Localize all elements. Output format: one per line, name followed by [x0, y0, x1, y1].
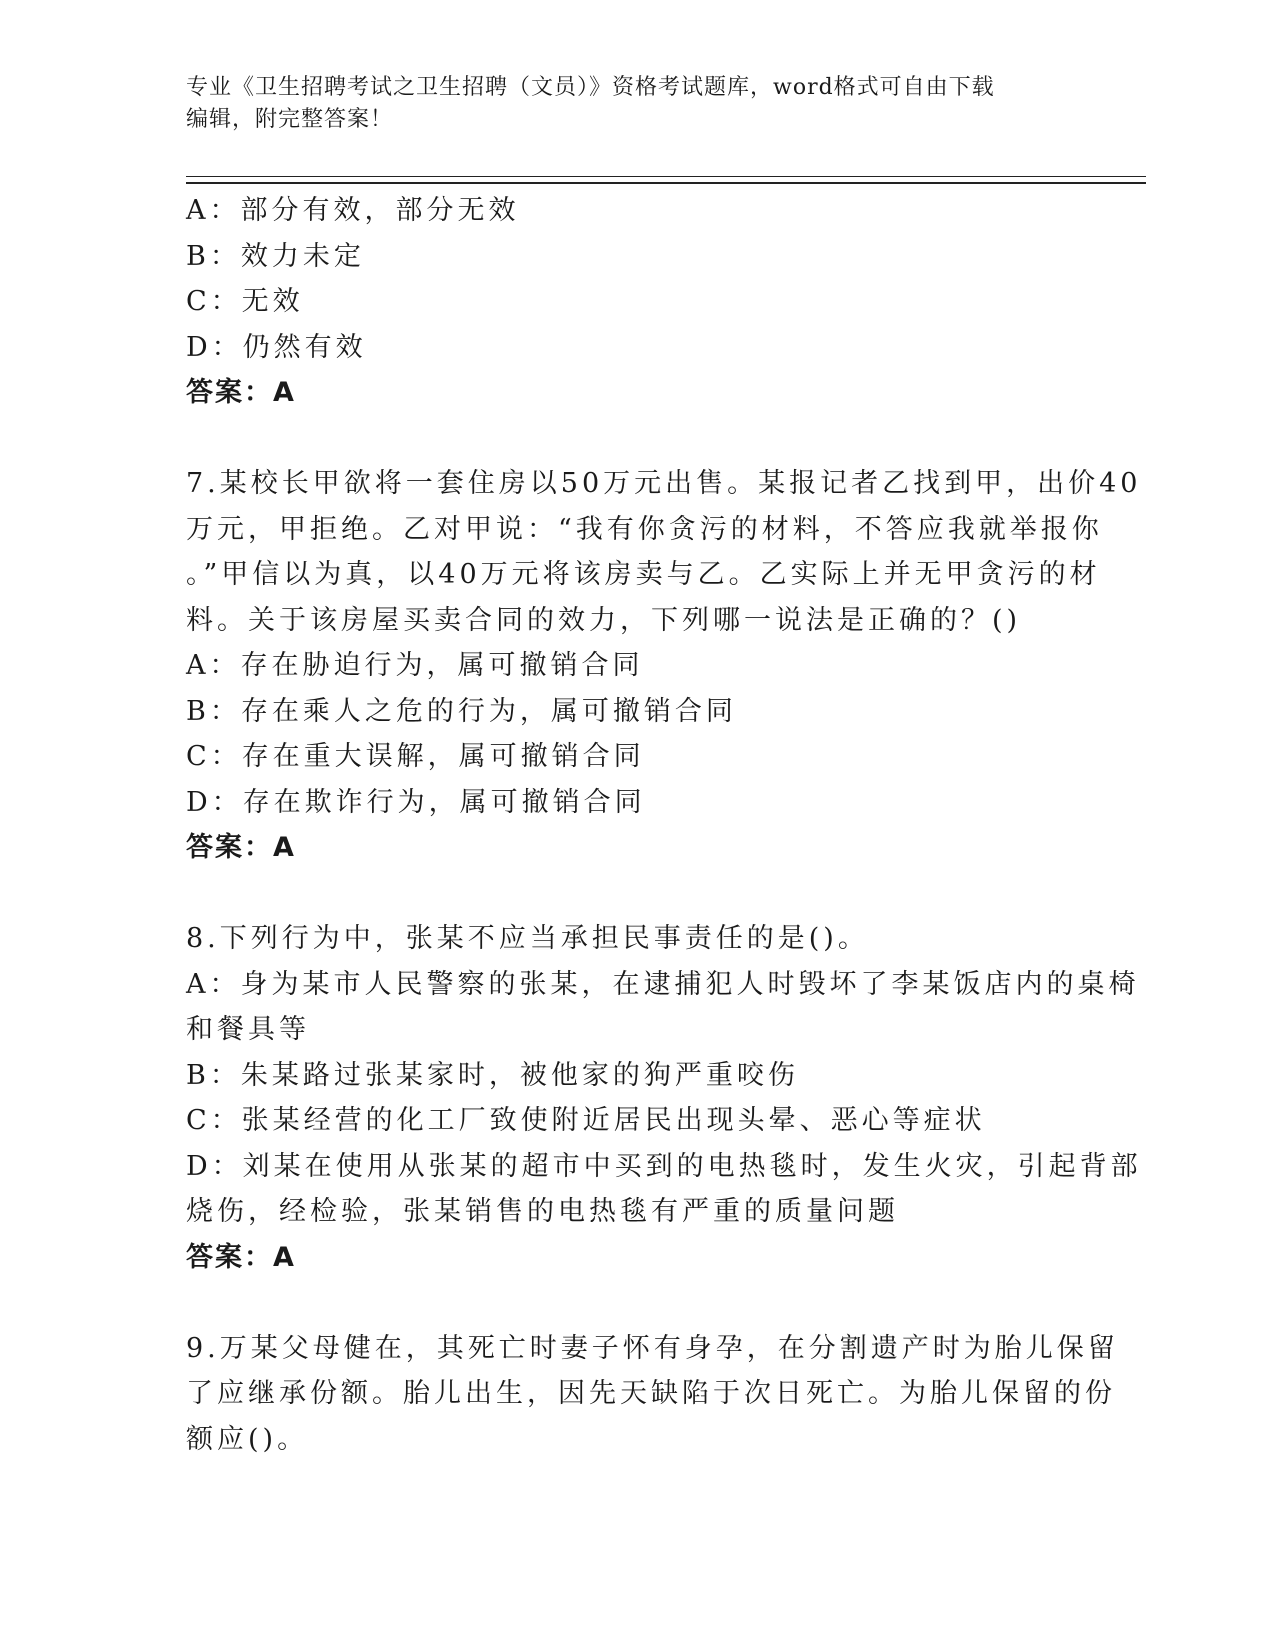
option-a-continued: 和餐具等	[186, 1014, 310, 1045]
option-d-continued: 烧伤，经检验，张某销售的电热毯有严重的质量问题	[186, 1196, 899, 1227]
question-9	[186, 1326, 1119, 1463]
option-d: D：存在欺诈行为，属可撤销合同	[186, 786, 646, 818]
option-d: D：仍然有效	[186, 331, 367, 363]
question-text-line: 料。关于该房屋买卖合同的效力，下列哪一说法是正确的？()	[186, 604, 1022, 636]
option-a: A：存在胁迫行为，属可撤销合同	[186, 650, 644, 681]
question-text-line: 7.某校长甲欲将一套住房以50万元出售。某报记者乙找到甲，出价40	[186, 468, 1142, 499]
question-8	[186, 916, 1142, 1280]
spacer	[186, 1280, 1086, 1326]
question-text-line: 万元，甲拒绝。乙对甲说：“我有你贪污的材料，不答应我就举报你	[186, 513, 1103, 545]
header-line-2: 编辑，附完整答案！	[186, 107, 394, 132]
question-text-line: 。”甲信以为真，以40万元将该房卖与乙。乙实际上并无甲贪污的材	[186, 559, 1101, 590]
question-text-line: 了应继承份额。胎儿出生，因先天缺陷于次日死亡。为胎儿保留的份	[186, 1378, 1116, 1409]
option-a: A：身为某市人民警察的张某，在逮捕犯人时毁坏了李某饭店内的桌椅	[186, 968, 1140, 1000]
question-7	[186, 461, 1142, 871]
option-c: C：无效	[186, 286, 304, 317]
option-c: C：张某经营的化工厂致使附近居民出现头晕、恶心等症状	[186, 1105, 986, 1136]
option-b: B：效力未定	[186, 240, 365, 272]
page-header	[186, 72, 1086, 136]
option-b: B：朱某路过张某家时，被他家的狗严重咬伤	[186, 1059, 799, 1091]
spacer	[186, 871, 1086, 917]
header-divider	[186, 176, 1146, 184]
question-text-line: 9.万某父母健在，其死亡时妻子怀有身孕，在分割遗产时为胎儿保留	[186, 1332, 1119, 1364]
option-d: D：刘某在使用从张某的超市中买到的电热毯时，发生火灾，引起背部	[186, 1150, 1142, 1182]
option-b: B：存在乘人之危的行为，属可撤销合同	[186, 695, 737, 727]
answer: 答案：A	[186, 377, 296, 408]
answer: 答案：A	[186, 832, 296, 863]
spacer	[186, 416, 1086, 462]
option-a: A：部分有效，部分无效	[186, 195, 520, 226]
question-6	[186, 188, 1086, 416]
option-c: C：存在重大误解，属可撤销合同	[186, 741, 645, 772]
answer: 答案：A	[186, 1241, 296, 1273]
question-text-line: 额应()。	[186, 1423, 309, 1455]
question-text-line: 8.下列行为中，张某不应当承担民事责任的是()。	[186, 923, 869, 954]
header-line-1: 专业《卫生招聘考试之卫生招聘（文员）》资格考试题库，word格式可自由下载	[186, 75, 995, 100]
question-content	[186, 188, 1142, 1462]
